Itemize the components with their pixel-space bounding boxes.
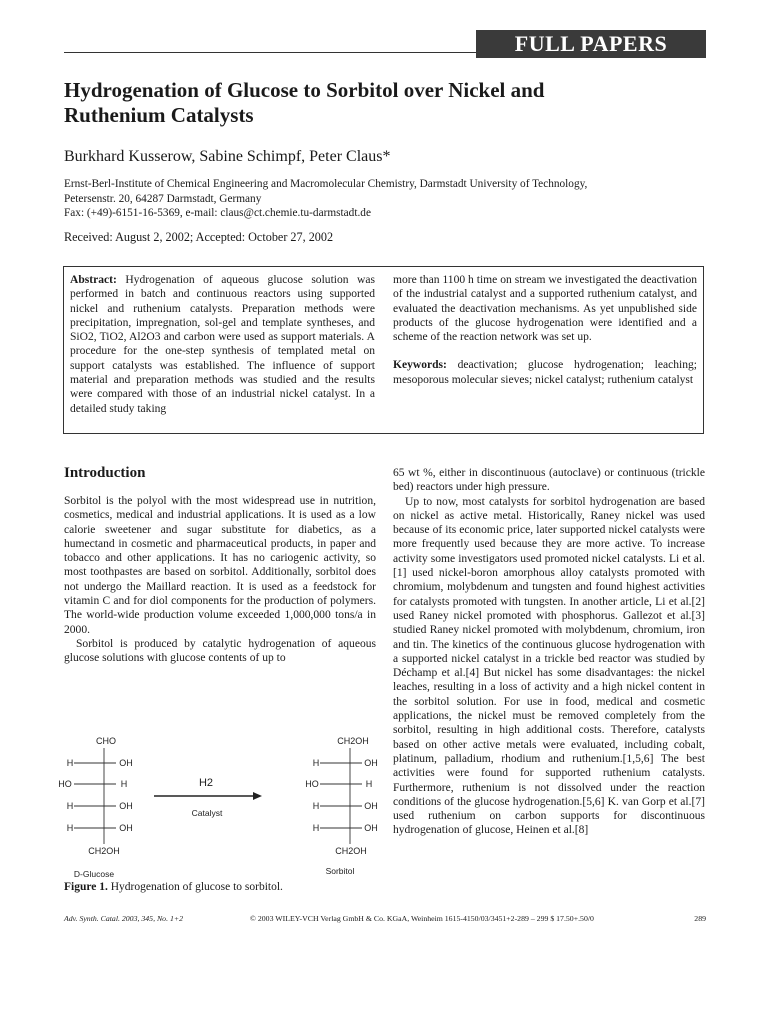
- abstract-right-column: [393, 273, 697, 387]
- title-line-2: Ruthenium Catalysts: [64, 103, 254, 127]
- received-dates: Received: August 2, 2002; Accepted: October 27, 2002: [64, 230, 334, 244]
- authors: Burkhard Kusserow, Sabine Schimpf, Peter Claus*: [64, 148, 391, 165]
- affiliation: [64, 177, 704, 221]
- sorbitol-ch2oh-top: CH2OH: [337, 736, 369, 746]
- glucose-ch2oh: CH2OH: [88, 846, 120, 856]
- glucose-c5-h: H: [66, 823, 74, 833]
- title-line-1: Hydrogenation of Glucose to Sorbitol over Nickel and: [64, 78, 545, 102]
- abstract-box: [63, 266, 704, 434]
- sorbitol-label: Sorbitol: [325, 866, 355, 876]
- sorbitol-c2-h: H: [312, 758, 320, 768]
- affiliation-line-2: Petersenstr. 20, 64287 Darmstadt, Germany: [64, 192, 262, 205]
- abstract-left-column: [70, 273, 375, 416]
- glucose-c5-oh: OH: [119, 823, 133, 833]
- sorbitol-c4-h: H: [312, 801, 320, 811]
- footer-page-number: 289: [694, 914, 706, 923]
- glucose-c3-ho: HO: [58, 779, 72, 789]
- sorbitol-c4-oh: OH: [364, 801, 378, 811]
- abstract-label: Abstract:: [70, 274, 117, 286]
- sorbitol-c2-oh: OH: [364, 758, 378, 768]
- affiliation-line-3: Fax: (+49)-6151-16-5369, e-mail: claus@ct.chemie.tu-darmstadt.de: [64, 207, 371, 219]
- glucose-c2-h: H: [66, 758, 74, 768]
- sorbitol-c3-ho: HO: [305, 779, 319, 789]
- reagent-h2: H2: [198, 777, 214, 789]
- keywords-label: Keywords:: [393, 359, 447, 372]
- footer-journal: Adv. Synth. Catal. 2003, 345, No. 1+2: [64, 914, 184, 923]
- intro-right-paragraph-1: 65 wt %, either in discontinuous (autoclave) or continuous (trickle bed) reactors under high pressure.: [393, 467, 705, 494]
- figure-caption-label: Figure 1.: [64, 881, 108, 893]
- glucose-c3-h: H: [120, 779, 128, 789]
- intro-paragraph-1: Sorbitol is the polyol with the most widespread use in nutrition, cosmetics, medical and industrial applications. It is used as a low calorie sweetener and sugar substitute for diabetics, as a humectand in cosmetic and pharmaceutical products, in paper and tobacco and other applications. It has no cariogenic activity, so most toothpastes are based on sorbitol. Additionally, sorbitol does not undergo the Maillard reaction. It is used as a feedstock for vitamin C and for diol components for the production of polymers. The world-wide production volume exceeded 1,000,000 tons/a in 2000.: [64, 495, 376, 636]
- affiliation-line-1: Ernst-Berl-Institute of Chemical Engineering and Macromolecular Chemistry, Darmstadt University of Technology,: [64, 178, 588, 190]
- abstract-text-left: Hydrogenation of aqueous glucose solution was performed in batch and continuous reactors using supported nickel and ruthenium catalysts. Preparation methods were precipitation, impregnation, sol-gel and template syntheses, and SiO2, TiO2, Al2O3 and carbon were used as support materials. A procedure for the one-step synthesis of templated metal on support catalysts was established. The influence of support material and preparation methods was studied and the results were compared with those of an industrial nickel catalyst. In a detailed study taking: [70, 274, 375, 415]
- figure-caption: [64, 881, 283, 893]
- keywords-text: deactivation; glucose hydrogenation; leaching; mesoporous molecular sieves; nickel catalyst; ruthenium catalyst: [393, 359, 698, 386]
- right-column: [393, 466, 705, 838]
- glucose-c2-oh: OH: [119, 758, 133, 768]
- sorbitol-c5-h: H: [312, 823, 320, 833]
- footer-copyright: © 2003 WILEY-VCH Verlag GmbH & Co. KGaA, Weinheim 1615-4150/03/3451+2-289 – 299 $ 17.50+.50/0: [250, 914, 594, 923]
- keywords: [393, 358, 697, 387]
- glucose-label: D-Glucose: [73, 869, 115, 879]
- sorbitol-ch2oh-bottom: CH2OH: [335, 846, 367, 856]
- figure-1-scheme: [60, 728, 380, 888]
- abstract-text-right: more than 1100 h time on stream we investigated the deactivation of the industrial catalyst and a supported ruthenium catalyst, and evaluated the deactivation mechanisms. As yet unpublished side products of the glucose hydrogenation were identified and a scheme of the reaction network was set up.: [393, 274, 697, 344]
- sorbitol-c5-oh: OH: [364, 823, 378, 833]
- glucose-c4-oh: OH: [119, 801, 133, 811]
- intro-right-paragraph-2: Up to now, most catalysts for sorbitol hydrogenation are based on nickel as active metal. Historically, Raney nickel was used because of its economic price, later supported nickel catalysts were more frequently used because they are more active. To increase activity some investigators used promoted nickel catalysts. Li et al.[1] used nickel-boron amorphous alloy catalysts promoted with chromium, molybdenum and tungsten and found highest activities for catalysts promoted with tungsten. In another article, Li et al.[2] used Raney nickel promoted with phosphorus. Gallezot et al.[3] studied Raney nickel promoted with molybdenum, chromium, iron and tin. The kinetics of the continuous glucose hydrogenation with a supported nickel catalyst in a trickle bed reactor was studied by Déchamp et al.[4] But nickel has some disadvantages: the nickel leaches, resulting in a loss of activity and a high nickel content in the sorbitol solution. For use in food, medical and cosmetic applications, the nickel must be removed completely from the sorbitol, resulting in high additional costs. Therefore, catalysts based on other active metals were evaluated, including cobalt, platinum, palladium, rhodium and ruthenium.[1,5,6] The best activities were found for supported ruthenium catalysts. Furthermore, ruthenium is not dissolved under the reaction conditions of the glucose hydrogenation.[5,6] K. van Gorp et al.[7] used ruthenium on carbon supports for discontinuous hydrogenation of glucose, Heinen et al.[8]: [393, 495, 705, 837]
- glucose-cho: CHO: [96, 736, 116, 746]
- paper-title: [64, 78, 684, 128]
- sorbitol-c3-h: H: [365, 779, 373, 789]
- glucose-c4-h: H: [66, 801, 74, 811]
- section-badge: FULL PAPERS: [476, 30, 706, 58]
- condition-catalyst: Catalyst: [191, 808, 223, 818]
- figure-caption-text: Hydrogenation of glucose to sorbitol.: [110, 881, 283, 893]
- introduction-heading: Introduction: [64, 465, 146, 481]
- intro-paragraph-2: Sorbitol is produced by catalytic hydrogenation of aqueous glucose solutions with glucose contents of up to: [64, 637, 376, 665]
- left-column: [64, 464, 376, 666]
